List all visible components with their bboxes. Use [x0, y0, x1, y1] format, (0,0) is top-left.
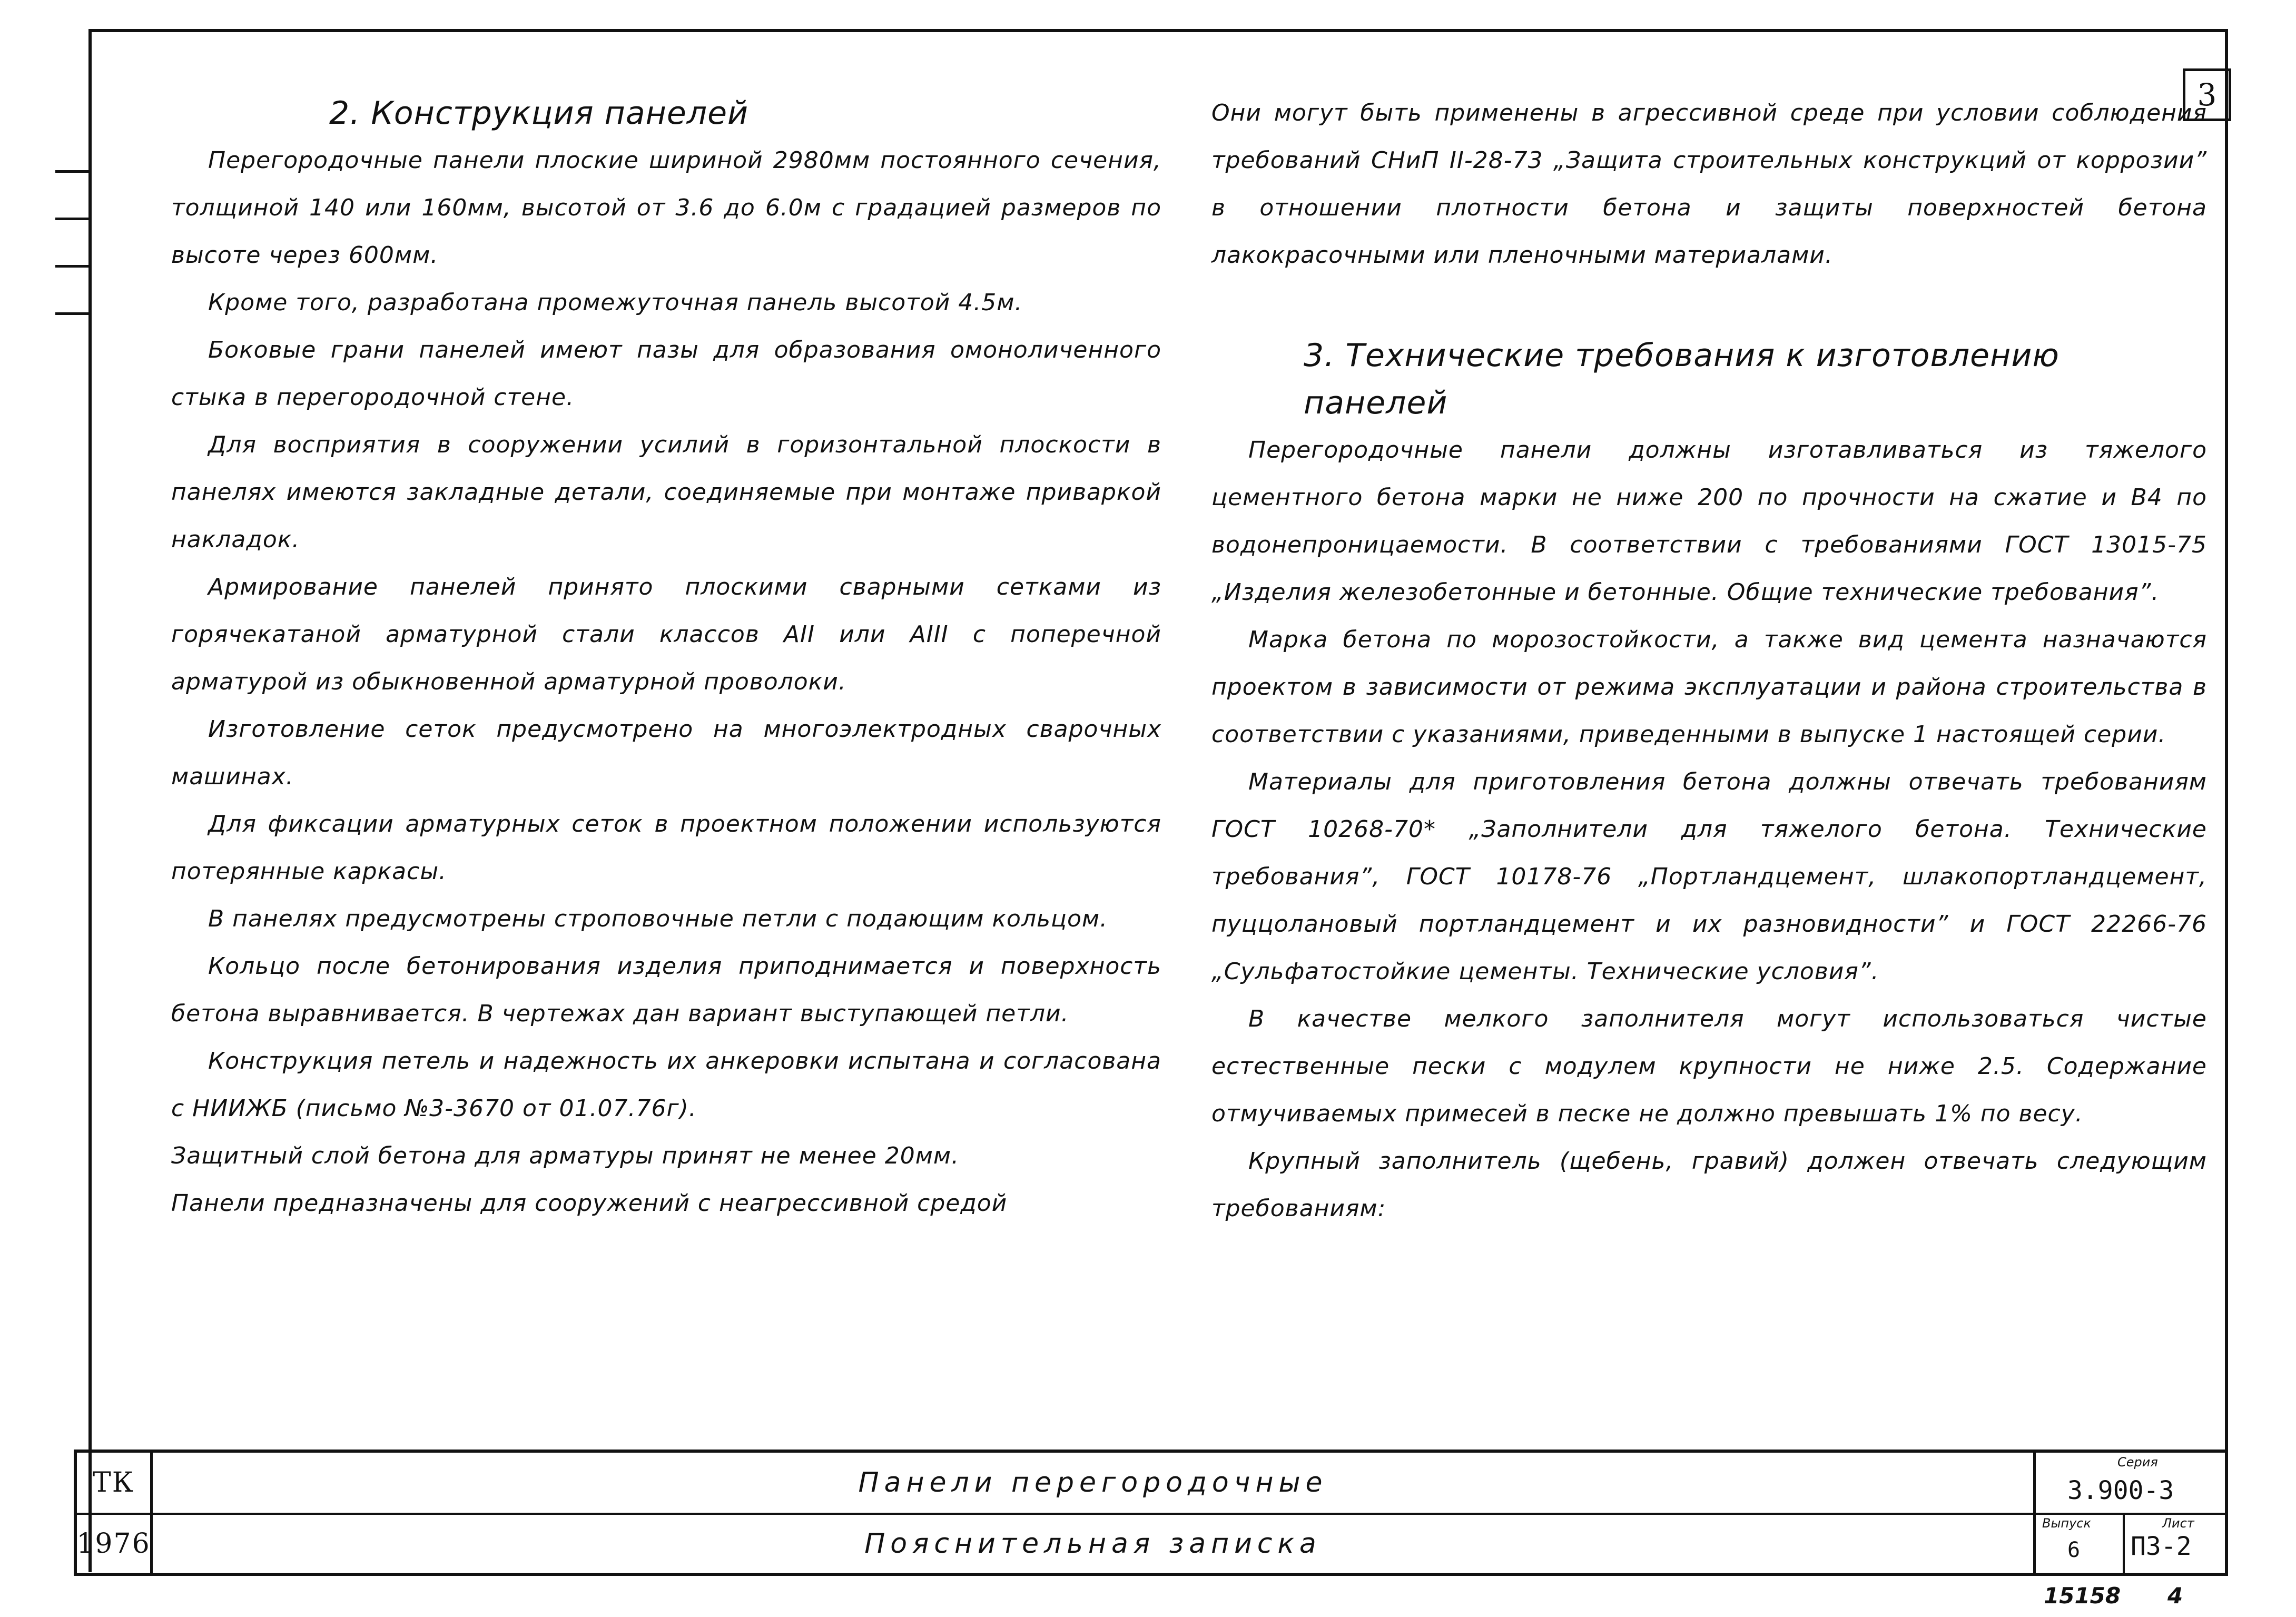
document-subtitle: Пояснительная записка: [864, 1528, 1322, 1560]
section-heading-technical-requirements: 3. Технические требования к изготовлению панелей: [1304, 337, 2059, 421]
margin-tick: [55, 218, 90, 220]
section-heading-construction: 2. Конструкция панелей: [329, 95, 749, 132]
page-number: 4: [2167, 1583, 2183, 1609]
title-block: [74, 1450, 2228, 1576]
org-code: ТК: [74, 1453, 153, 1513]
title-block-row: [74, 1453, 2228, 1515]
sheet-label: Лист: [2162, 1516, 2194, 1531]
paragraph: Защитный слой бетона для арматуры принят не менее 20мм.: [171, 1142, 960, 1169]
continued-paragraph: Они могут быть применены в агрессивной среде при условии соблюдения требований СНиП II-28-73 „Защита строительных конструкций от коррозии” в отношении плотности бетона и защиты поверхностей бетона лакокрасочными или пленочными материалами.: [1211, 100, 2207, 269]
paragraph: Боковые грани панелей имеют пазы для образования омоноличенного стыка в перегородочной стене.: [171, 337, 1161, 411]
sheet-number: 3: [2197, 77, 2217, 113]
paragraph: Панели предназначены для сооружений с неагрессивной средой: [171, 1190, 1008, 1217]
paragraph: Армирование панелей принято плоскими сварными сетками из горячекатаной арматурной стали классов АII или АIII с поперечной арматурой из обыкновенной арматурной проволоки.: [171, 574, 1161, 695]
paragraph: Для фиксации арматурных сеток в проектном положении используются потерянные каркасы.: [171, 811, 1161, 885]
series-label: Серия: [2117, 1455, 2158, 1470]
paragraph: Конструкция петель и надежность их анкеровки испытана и согласована с НИИЖБ (письмо №3-3670 от 01.07.76г).: [171, 1048, 1161, 1122]
margin-tick: [55, 265, 90, 268]
issue-sheet-cell: [2033, 1514, 2228, 1574]
paragraph: В панелях предусмотрены строповочные петли с подающим кольцом.: [208, 905, 1108, 932]
cell-divider: [2123, 1514, 2125, 1574]
paragraph: Материалы для приготовления бетона должны отвечать требованиям ГОСТ 10268-70* „Заполнители для тяжелого бетона. Технические требования”, ГОСТ 10178-76 „Портландцемент, шлакопортландцемент, пуццолановый портландцемент и их разновидности” и ГОСТ 22266-76 „Сульфатостойкие цементы. Технические условия”.: [1211, 768, 2207, 985]
margin-tick: [55, 312, 90, 315]
paragraph: Кольцо после бетонирования изделия приподнимается и поверхность бетона выравнивается. В чертежах дан вариант выступающей петли.: [171, 953, 1161, 1027]
margin-tick: [55, 170, 90, 173]
series-cell: [2033, 1453, 2228, 1513]
issue-value: 6: [2067, 1538, 2081, 1562]
year-code: 1976: [74, 1514, 153, 1574]
issue-label: Выпуск: [2042, 1516, 2091, 1531]
left-column: [171, 90, 1161, 1227]
paragraph: Кроме того, разработана промежуточная панель высотой 4.5м.: [208, 289, 1023, 316]
title-block-row: [74, 1514, 2228, 1574]
sheet-value: ПЗ-2: [2131, 1532, 2192, 1561]
paragraph: Перегородочные панели плоские шириной 2980мм постоянного сечения, толщиной 140 или 160мм, высотой от 3.6 до 6.0м с градацией размеров по высоте через 600мм.: [171, 147, 1161, 269]
series-value: 3.900-3: [2067, 1476, 2174, 1505]
paragraph: Марка бетона по морозостойкости, а также вид цемента назначаются проектом в зависимости от режима эксплуатации и района строительства в соответствии с указаниями, приведенными в выпуске 1 настоящей серии.: [1211, 626, 2207, 748]
paragraph: Изготовление сеток предусмотрено на многоэлектродных сварочных машинах.: [171, 716, 1161, 790]
document-title: Панели перегородочные: [858, 1467, 1328, 1498]
paragraph: Для восприятия в сооружении усилий в горизонтальной плоскости в панелях имеются закладные детали, соединяемые при монтаже приваркой накладок.: [171, 431, 1161, 553]
right-column: [1211, 90, 2207, 1233]
paragraph: Перегородочные панели должны изготавливаться из тяжелого цементного бетона марки не ниже 200 по прочности на сжатие и В4 по водонепроницаемости. В соответствии с требованиями ГОСТ 13015-75 „Изделия железобетонные и бетонные. Общие технические требования”.: [1211, 437, 2207, 606]
paragraph: В качестве мелкого заполнителя могут использоваться чистые естественные пески с модулем крупности не ниже 2.5. Содержание отмучиваемых примесей в песке не должно превышать 1% по весу.: [1211, 1005, 2207, 1127]
inventory-number: 15158: [2044, 1583, 2121, 1609]
paragraph: Крупный заполнитель (щебень, гравий) должен отвечать следующим требованиям:: [1211, 1148, 2207, 1222]
